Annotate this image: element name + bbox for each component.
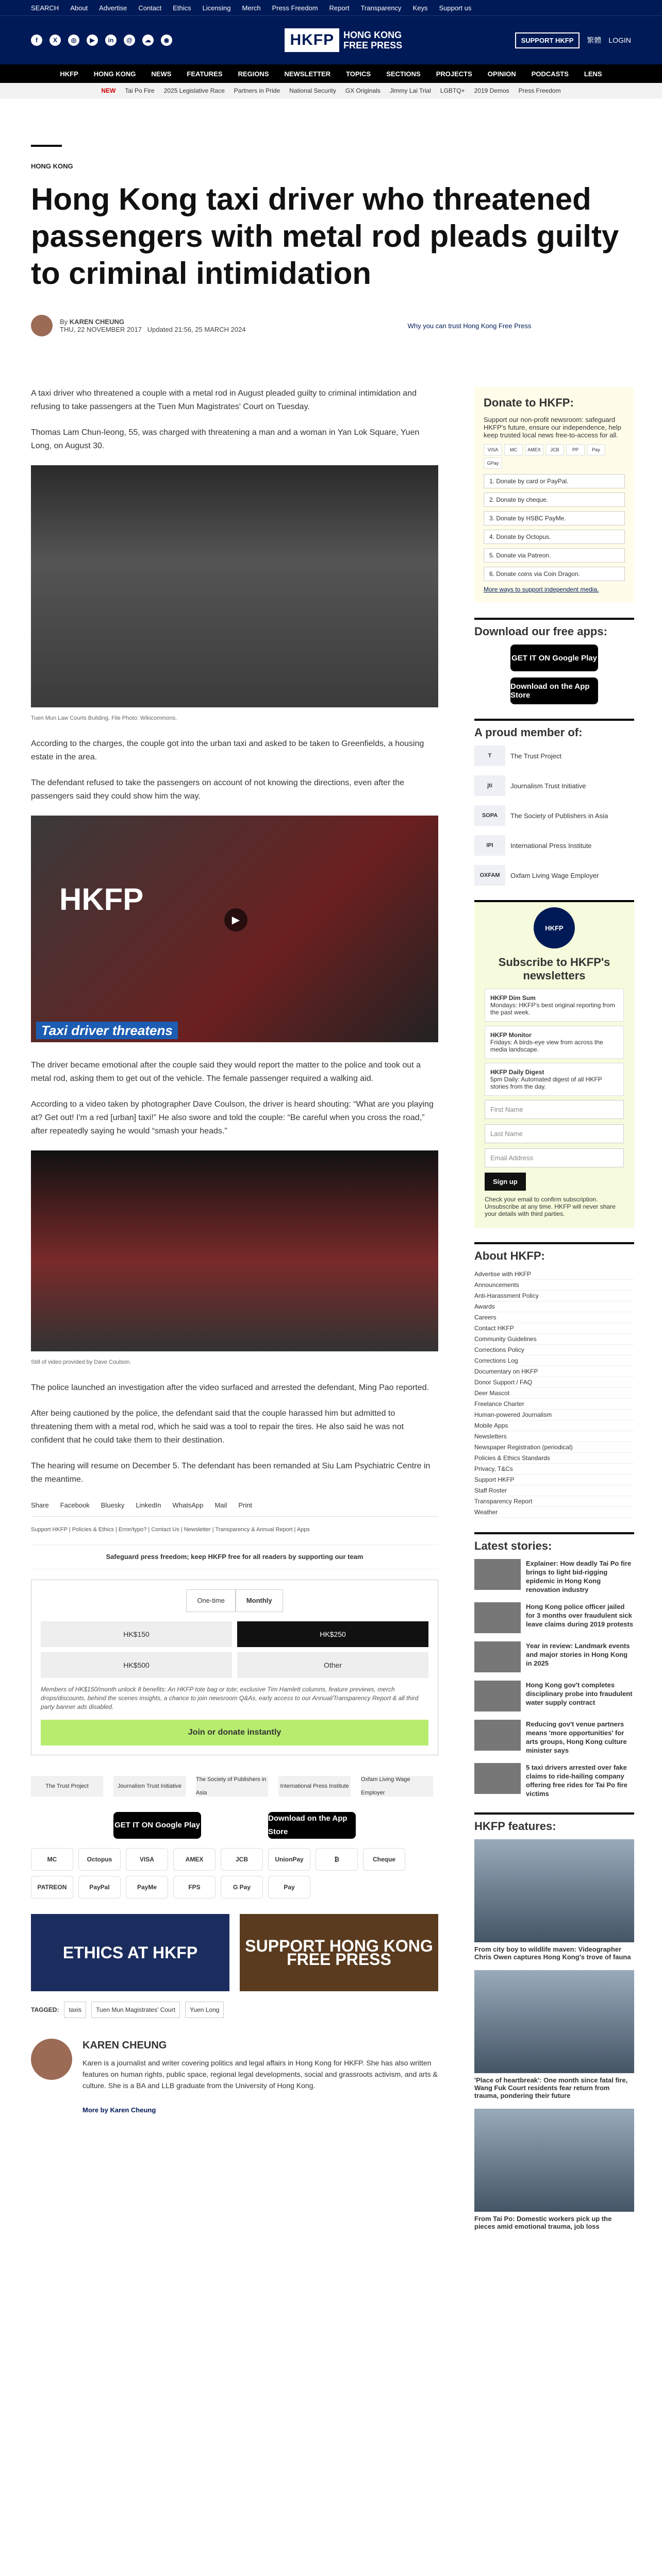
threads-icon[interactable]: @ <box>124 35 135 46</box>
search-link[interactable]: SEARCH <box>31 4 59 12</box>
paragraph: A taxi driver who threatened a couple with a metal rod in August pleaded guilty to criminal intimidation and refusing to take passengers at the Tuen Mun Magistrates' Court on Tuesday. <box>31 389 417 411</box>
header-actions <box>515 32 631 48</box>
monthly-tab[interactable]: Monthly <box>236 1589 283 1612</box>
sopa-icon: SOPA <box>474 805 505 826</box>
video-logo: HKFP <box>59 882 144 917</box>
donate-payment-logos <box>484 444 625 469</box>
oxfam-icon: OXFAM <box>474 865 505 886</box>
video-player[interactable] <box>31 816 438 1042</box>
top-utility-bar <box>0 0 662 15</box>
about-section <box>474 1242 634 1518</box>
donate-option[interactable]: 1. Donate by card or PayPal. <box>484 474 625 488</box>
oxfam-logo[interactable]: Oxfam Living Wage Employer <box>361 1776 433 1797</box>
author-name[interactable]: KAREN CHEUNG <box>82 2040 167 2051</box>
about-item[interactable]: Community Guidelines <box>474 1334 634 1345</box>
paragraph: After being cautioned by the police, the defendant said that the couple harassed him but admitted to threatening them with a metal rod, which he said was a tool to repair the tires. He also said he was not confident that he could take them to their destination. <box>31 1409 404 1445</box>
googlepay-icon: GPay <box>484 457 502 469</box>
article-title: Hong Kong taxi driver who threatened passengers with metal rod pleads guilty to criminal intimidation <box>31 182 619 291</box>
image-caption: Tuen Mun Law Courts Building. File Photo: Wikicommons. <box>31 715 177 721</box>
donate-option[interactable]: 5. Donate via Patreon. <box>484 548 625 563</box>
latest-thumb <box>474 1559 521 1590</box>
tagged-label: TAGGED: <box>31 2006 59 2013</box>
member-item[interactable]: IPI International Press Institute <box>474 835 634 856</box>
new-badge: NEW <box>101 87 116 94</box>
octopus-icon: Octopus <box>78 1848 121 1871</box>
press-freedom-link[interactable]: Press Freedom <box>272 4 318 12</box>
latest-thumb <box>474 1763 521 1794</box>
about-item[interactable]: Newsletters <box>474 1431 634 1442</box>
app-store-button[interactable]: Download on the App Store <box>510 677 598 704</box>
google-play-button[interactable]: GET IT ON Google Play <box>113 1812 201 1839</box>
member-item[interactable]: jti Journalism Trust Initiative <box>474 775 634 796</box>
trust-project-logo[interactable]: The Trust Project <box>31 1776 103 1797</box>
donate-title: Donate to HKFP: <box>484 396 574 409</box>
paragraph: The hearing will resume on December 5. The defendant has been remanded at Siu Lam Psychiatric Centre in the meantime. <box>31 1462 431 1484</box>
video-title: Taxi driver threatens <box>36 1022 178 1039</box>
support-hkfp-button[interactable]: SUPPORT HKFP <box>515 32 580 48</box>
feature-item[interactable]: 'Place of heartbreak': One month since fatal fire, Wang Fuk Court residents fear return from trauma, pondering their future <box>474 1970 634 2099</box>
feature-image <box>474 1839 634 1942</box>
latest-section <box>474 1532 634 1798</box>
newsletter-box <box>474 900 634 1228</box>
amount-option[interactable]: HK$250 <box>237 1621 428 1647</box>
nav-newsletter[interactable]: NEWSLETTER <box>284 70 331 78</box>
applepay-icon: Pay <box>587 444 605 455</box>
feature-image <box>474 2109 634 2212</box>
donate-banner[interactable]: Safeguard press freedom; keep HKFP free for all readers by supporting our team <box>31 1545 438 1569</box>
nav-news[interactable]: NEWS <box>151 70 172 78</box>
feature-item[interactable]: From city boy to wildlife maven: Videographer Chris Owen captures Hong Kong's trove of fauna <box>474 1839 634 1961</box>
latest-item[interactable]: Reducing gov't venue partners means 'more opportunities' for arts groups, Hong Kong culture minister says <box>474 1720 634 1755</box>
newsletter-option[interactable]: HKFP Dim Sum Mondays: HKFP's best original reporting from the past week. <box>485 989 624 1022</box>
site-header <box>0 15 662 64</box>
latest-thumb <box>474 1602 521 1633</box>
newsletter-option[interactable]: HKFP Daily Digest 5pm Daily: Automated digest of all HKFP stories from the day. <box>485 1063 624 1096</box>
nav-projects[interactable]: PROJECTS <box>436 70 472 78</box>
ethics-link[interactable]: Ethics <box>173 4 191 12</box>
about-item[interactable]: Donor Support / FAQ <box>474 1377 634 1388</box>
apps-title: Download our free apps: <box>474 625 607 638</box>
about-item[interactable]: Careers <box>474 1312 634 1323</box>
about-list <box>474 1269 634 1518</box>
latest-title: Latest stories: <box>474 1539 552 1552</box>
author-avatar[interactable] <box>31 315 53 336</box>
paypal-icon: PP <box>566 444 585 455</box>
advertise-link[interactable]: Advertise <box>99 4 127 12</box>
site-logo[interactable] <box>285 28 402 52</box>
donate-option[interactable]: 3. Donate by HSBC PayMe. <box>484 511 625 526</box>
jti-logo[interactable]: Journalism Trust Initiative <box>113 1776 186 1797</box>
frequency-toggle <box>41 1589 428 1612</box>
fps-icon: FPS <box>173 1876 216 1899</box>
payme-icon: PayMe <box>126 1876 168 1899</box>
join-button[interactable]: Join or donate instantly <box>41 1720 428 1745</box>
apps-section <box>474 618 634 704</box>
last-name-field[interactable]: Last Name <box>485 1124 624 1143</box>
licensing-link[interactable]: Licensing <box>202 4 231 12</box>
about-item[interactable]: Human-powered Journalism <box>474 1410 634 1420</box>
trending-item[interactable]: 2019 Demos <box>474 87 509 94</box>
paragraph: The defendant refused to take the passengers on account of not knowing the directions, even after the passengers said they could show him the way. <box>31 778 405 801</box>
x-icon[interactable]: X <box>49 35 61 46</box>
member-item[interactable]: SOPA The Society of Publishers in Asia <box>474 805 634 826</box>
about-item[interactable]: Awards <box>474 1301 634 1312</box>
share-bluesky[interactable]: Bluesky <box>101 1501 125 1509</box>
nav-lens[interactable]: LENS <box>584 70 602 78</box>
about-item[interactable]: Policies & Ethics Standards <box>474 1453 634 1464</box>
newsletter-title: Subscribe to HKFP's newsletters <box>498 956 610 982</box>
paragraph: The police launched an investigation after the video surfaced and arrested the defendant, Ming Pao reported. <box>31 1383 429 1392</box>
app-store-buttons <box>31 1812 438 1839</box>
about-item[interactable]: Deer Mascot <box>474 1388 634 1399</box>
sidebar <box>474 387 634 2245</box>
linkedin-icon[interactable]: in <box>105 35 117 46</box>
author-link[interactable]: KAREN CHEUNG <box>69 318 124 326</box>
share-print[interactable]: Print <box>238 1501 253 1509</box>
trending-item[interactable]: Jimmy Lai Trial <box>389 87 431 94</box>
nav-regions[interactable]: REGIONS <box>238 70 269 78</box>
feature-item[interactable]: From Tai Po: Domestic workers pick up the pieces amid emotional trauma, job loss <box>474 2109 634 2230</box>
latest-thumb <box>474 1720 521 1751</box>
transparency-link[interactable]: Transparency <box>360 4 402 12</box>
updated-date: Updated 21:56, 25 MARCH 2024 <box>147 326 246 333</box>
latest-item[interactable]: Hong Kong gov't completes disciplinary probe into fraudulent water supply contract <box>474 1681 634 1711</box>
video-still-image <box>31 1150 438 1351</box>
signup-button[interactable]: Sign up <box>485 1173 526 1191</box>
membership-section <box>474 719 634 886</box>
features-section <box>474 1812 634 2230</box>
merch-link[interactable]: Merch <box>242 4 261 12</box>
logo-text: HONG KONG FREE PRESS <box>343 30 403 50</box>
about-item[interactable]: Documentary on HKFP <box>474 1366 634 1377</box>
trending-item[interactable]: Partners in Pride <box>234 87 280 94</box>
email-field[interactable]: Email Address <box>485 1148 624 1167</box>
signup-note: Check your email to confirm subscription. Unsubscribe at any time. HKFP will never share your details with third parties. <box>485 1196 616 1217</box>
patreon-icon: PATREON <box>31 1876 73 1899</box>
donate-box <box>474 387 634 602</box>
paragraph: Thomas Lam Chun-leong, 55, was charged with threatening a man and a woman in Yan Lok Square, Yuen Long, on August 30. <box>31 428 420 450</box>
feature-image <box>474 1970 634 2073</box>
cheque-icon: Cheque <box>363 1848 405 1871</box>
nav-opinion[interactable]: OPINION <box>487 70 516 78</box>
visa-icon: VISA <box>484 444 502 455</box>
rss-icon[interactable]: ◉ <box>161 35 172 46</box>
bluesky-icon[interactable]: ☁ <box>142 35 154 46</box>
ipi-icon: IPI <box>474 835 505 856</box>
ethics-promo[interactable]: ETHICS AT HKFP <box>31 1914 229 1991</box>
tag-list <box>31 2002 438 2018</box>
trending-item[interactable]: National Security <box>289 87 336 94</box>
about-item[interactable]: Anti-Harassment Policy <box>474 1291 634 1301</box>
tag[interactable]: Tuen Mun Magistrates' Court <box>91 2002 180 2018</box>
features-title: HKFP features: <box>474 1820 556 1833</box>
member-title: A proud member of: <box>474 726 583 739</box>
article-body <box>31 387 438 2117</box>
paragraph: According to a video taken by photographer Dave Coulson, the driver is heard shouting: “What are you playing at? Get out! I'm a red [urban] taxi!” He also swore and told the couple: “Be careful when you cross the road,” after repeatedly saying he would “smash your heads.” <box>31 1100 434 1136</box>
about-item[interactable]: Corrections Policy <box>474 1345 634 1355</box>
member-logos <box>31 1776 438 1797</box>
about-item[interactable]: Staff Roster <box>474 1485 634 1496</box>
tag[interactable]: Yuen Long <box>185 2002 224 2018</box>
author-more-link[interactable]: More by Karen Cheung <box>82 2106 156 2114</box>
nav-hong-kong[interactable]: HONG KONG <box>93 70 136 78</box>
applepay-icon: Pay <box>268 1876 310 1899</box>
about-item[interactable]: Contact HKFP <box>474 1323 634 1334</box>
jcb-icon: JCB <box>221 1848 263 1871</box>
more-ways-link[interactable]: More ways to support independent media. <box>484 586 599 593</box>
newsletter-option[interactable]: HKFP Monitor Fridays: A birds-eye view from across the media landscape. <box>485 1026 624 1059</box>
trending-item[interactable]: Press Freedom <box>518 87 561 94</box>
share-whatsapp[interactable]: WhatsApp <box>172 1501 204 1509</box>
amex-icon: AMEX <box>173 1848 216 1871</box>
amount-option[interactable]: HK$500 <box>41 1652 232 1678</box>
footer-links[interactable]: Support HKFP | Policies & Ethics | Error/typo? | Contact Us | Newsletter | Transparency & Annual Report | Apps <box>31 1527 310 1533</box>
mastercard-icon: MC <box>31 1848 73 1871</box>
paragraph: According to the charges, the couple got into the urban taxi and asked to be taken to Greenfields, a housing estate in the area. <box>31 739 424 761</box>
login-link[interactable]: LOGIN <box>608 36 631 44</box>
youtube-icon[interactable]: ▶ <box>87 35 98 46</box>
one-time-tab[interactable]: One-time <box>186 1589 235 1612</box>
member-item[interactable]: OXFAM Oxfam Living Wage Employer <box>474 865 634 886</box>
nav-features[interactable]: FEATURES <box>187 70 223 78</box>
section-rule <box>31 145 62 150</box>
byline <box>31 315 639 336</box>
nav-sections[interactable]: SECTIONS <box>386 70 421 78</box>
latest-thumb <box>474 1681 521 1711</box>
image-caption: Still of video provided by Dave Coulson. <box>31 1359 131 1365</box>
share-linkedin[interactable]: LinkedIn <box>136 1501 161 1509</box>
amount-options <box>41 1621 428 1678</box>
first-name-field[interactable]: First Name <box>485 1100 624 1119</box>
about-link[interactable]: About <box>70 4 88 12</box>
trending-item[interactable]: 2025 Legislative Race <box>163 87 225 94</box>
support-us-link[interactable]: Support us <box>439 4 472 12</box>
facebook-icon[interactable]: f <box>31 35 42 46</box>
about-item[interactable]: Announcements <box>474 1280 634 1291</box>
keys-link[interactable]: Keys <box>412 4 428 12</box>
instagram-icon[interactable]: ◎ <box>68 35 79 46</box>
donate-text[interactable]: Support our non-profit newsroom: safeguard HKFP's future, ensure our independence, help keep trusted local news free-to-access for all. <box>484 416 621 439</box>
amex-icon: AMEX <box>525 444 543 455</box>
about-item[interactable]: Privacy, T&Cs <box>474 1464 634 1475</box>
main-nav <box>0 64 662 83</box>
ipi-logo[interactable]: International Press Institute <box>278 1776 351 1797</box>
jti-icon: jti <box>474 775 505 796</box>
latest-item[interactable]: 5 taxi drivers arrested over fake claims to ride-hailing company offering free rides for Tai Po fire victims <box>474 1763 634 1798</box>
about-item[interactable]: Weather <box>474 1507 634 1518</box>
bitcoin-icon: ₿ <box>316 1848 358 1871</box>
amount-option[interactable]: Other <box>237 1652 428 1678</box>
share-label: Share <box>31 1501 49 1509</box>
share-bar <box>31 1499 438 1517</box>
tag[interactable]: taxis <box>64 2002 86 2018</box>
visa-icon: VISA <box>126 1848 168 1871</box>
payment-methods <box>31 1848 438 1899</box>
jcb-icon: JCB <box>545 444 564 455</box>
about-item[interactable]: Support HKFP <box>474 1475 634 1485</box>
promo-banners <box>31 1914 438 1991</box>
about-item[interactable]: Mobile Apps <box>474 1420 634 1431</box>
logo-mark: HKFP <box>285 28 339 52</box>
share-facebook[interactable]: Facebook <box>60 1501 90 1509</box>
donate-option[interactable]: 4. Donate by Octopus. <box>484 530 625 544</box>
amount-option[interactable]: HK$150 <box>41 1621 232 1647</box>
members-benefits: Members of HK$150/month unlock 8 benefits: An HKFP tote bag or tote; exclusive Tim Hamlett columns, feature previews, merch drops/discounts, behind the scenes insights, a chance to join newsroom Q&As, early access to our Annual/Transparency Report & all third party banner ads disabled. <box>41 1686 419 1710</box>
play-icon[interactable]: ▶ <box>224 908 247 931</box>
court-building-image <box>31 465 438 707</box>
sopa-logo[interactable]: The Society of Publishers in Asia <box>196 1776 268 1797</box>
about-title: About HKFP: <box>474 1249 545 1262</box>
trending-item[interactable]: Tai Po Fire <box>125 87 155 94</box>
about-item[interactable]: Transparency Report <box>474 1496 634 1507</box>
latest-item[interactable]: Hong Kong police officer jailed for 3 months over fraudulent sick leave claims during 2019 protests <box>474 1602 634 1633</box>
googlepay-icon: G Pay <box>221 1876 263 1899</box>
paypal-icon: PayPal <box>78 1876 121 1899</box>
language-link[interactable]: 繁體 <box>587 36 602 44</box>
trending-item[interactable]: LGBTQ+ <box>440 87 465 94</box>
publish-date: THU, 22 NOVEMBER 2017 <box>60 326 142 333</box>
author-bio: Karen is a journalist and writer covering politics and legal affairs in Hong Kong for HKFP. She has also written features on human rights, public space, regional legal developments, social and grassroots activism, and arts & culture. She is a BA and LLB graduate from the University of Hong Kong. <box>82 2059 438 2090</box>
social-icons <box>31 35 172 46</box>
nav-podcasts[interactable]: PODCASTS <box>531 70 569 78</box>
trust-project-icon: T <box>474 745 505 766</box>
about-item[interactable]: Corrections Log <box>474 1355 634 1366</box>
author-photo[interactable] <box>31 2039 72 2080</box>
donate-option[interactable]: 2. Donate by cheque. <box>484 493 625 507</box>
support-promo[interactable]: SUPPORT HONG KONG FREE PRESS <box>240 1914 438 1991</box>
mastercard-icon: MC <box>504 444 523 455</box>
google-play-button[interactable]: GET IT ON Google Play <box>510 645 598 671</box>
trending-bar <box>0 83 662 98</box>
about-item[interactable]: Advertise with HKFP <box>474 1269 634 1280</box>
by-label: By <box>60 318 70 326</box>
unionpay-icon: UnionPay <box>268 1848 310 1871</box>
report-link[interactable]: Report <box>329 4 350 12</box>
nav-topics[interactable]: TOPICS <box>346 70 371 78</box>
latest-item[interactable]: Year in review: Landmark events and major stories in Hong Kong in 2025 <box>474 1641 634 1672</box>
about-item[interactable]: Newspaper Registration (periodical) <box>474 1442 634 1453</box>
member-item[interactable]: T The Trust Project <box>474 745 634 766</box>
latest-item[interactable]: Explainer: How deadly Tai Po fire brings to light bid-rigging epidemic in Hong Kong renovation industry <box>474 1559 634 1594</box>
hkfp-badge: HKFP <box>534 907 575 948</box>
donation-widget <box>31 1580 438 1755</box>
latest-thumb <box>474 1641 521 1672</box>
about-item[interactable]: Freelance Charter <box>474 1399 634 1410</box>
section-label[interactable]: HONG KONG <box>31 162 73 170</box>
app-store-button[interactable]: Download on the App Store <box>268 1812 356 1839</box>
donate-option[interactable]: 6. Donate coins via Coin Dragon. <box>484 567 625 581</box>
author-box <box>31 2039 438 2117</box>
contact-link[interactable]: Contact <box>138 4 162 12</box>
trending-item[interactable]: GX Originals <box>345 87 380 94</box>
trust-link[interactable]: Why you can trust Hong Kong Free Press <box>407 321 532 330</box>
share-mail[interactable]: Mail <box>214 1501 227 1509</box>
paragraph: The driver became emotional after the couple said they would report the matter to the police and took out a metal rod, asking them to get out of the vehicle. The female passenger required a walking aid. <box>31 1061 421 1083</box>
nav-hkfp[interactable]: HKFP <box>60 70 78 78</box>
